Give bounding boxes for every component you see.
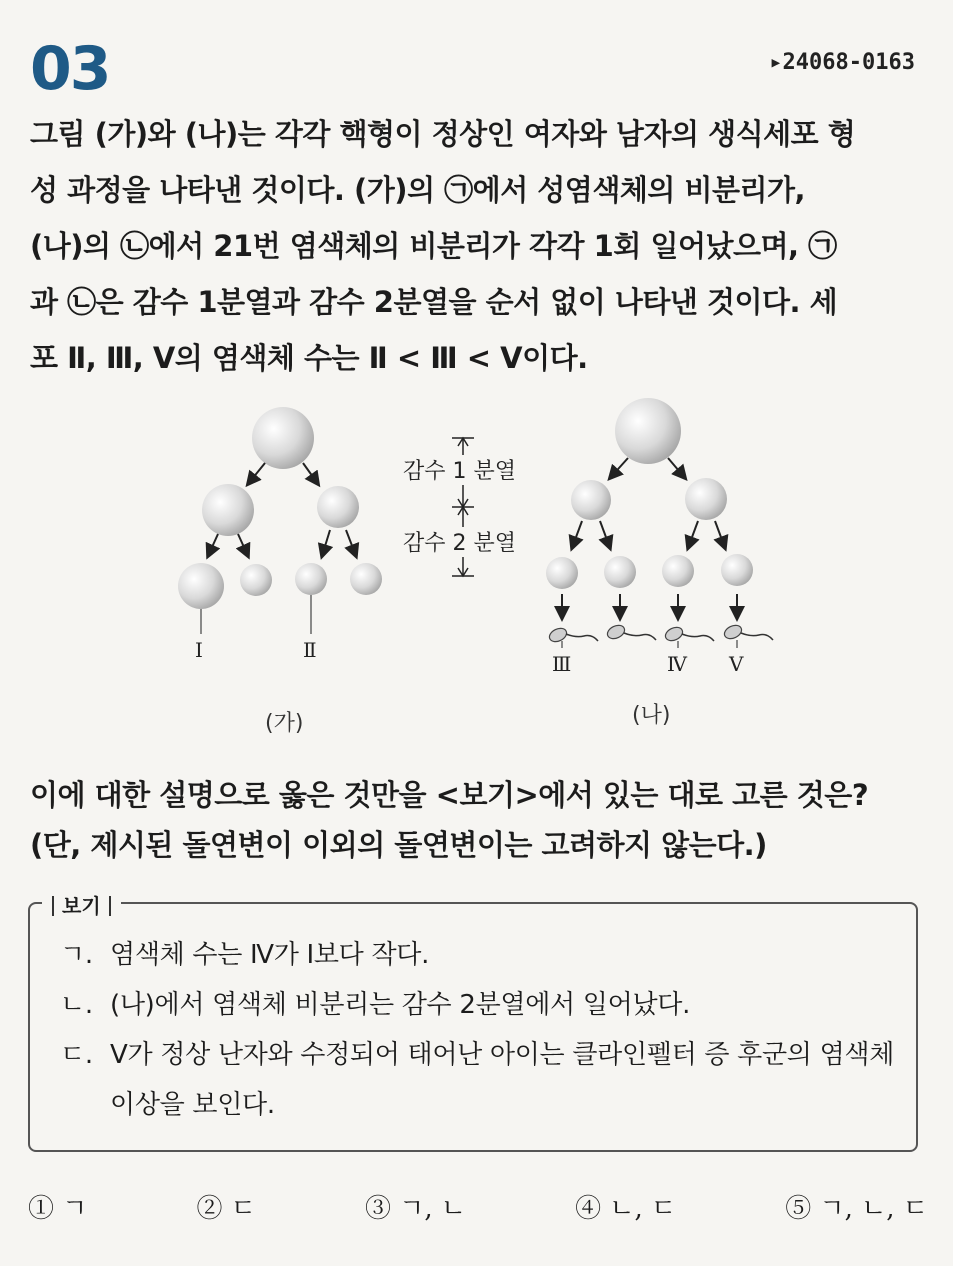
na-secondary-cell-right (685, 478, 727, 520)
bogi-item-mark: ㄱ. (60, 940, 93, 970)
label-II: Ⅱ (303, 638, 317, 662)
question-code: ▸24068-0163 (769, 50, 915, 75)
sperm-icon (605, 623, 656, 641)
caption-na: (나) (632, 703, 671, 728)
bogi-item-text: (나)에서 염색체 비분리는 감수 2분열에서 일어났다. (110, 990, 691, 1020)
sperm-icon (663, 625, 714, 648)
sperm-icon (547, 626, 598, 648)
choice-1[interactable]: ① ㄱ (28, 1194, 88, 1224)
ga-cell-II (295, 563, 327, 595)
bogi-title (42, 890, 121, 919)
bogi-title-text: 보기 (62, 894, 101, 918)
stem-line: 포 Ⅱ, Ⅲ, Ⅴ의 염색체 수는 Ⅱ < Ⅲ < Ⅴ이다. (30, 341, 588, 375)
stem-line: (나)의 ㉡에서 21번 염색체의 비분리가 각각 1회 일어났으며, ㉠ (30, 229, 837, 263)
ga-primary-cell (252, 407, 314, 469)
na-secondary-cell-left (571, 480, 611, 520)
label-meiosis-2: 감수 2 분열 (403, 531, 516, 556)
bogi-item-mark: ㄴ. (60, 990, 93, 1020)
stem-line: 성 과정을 나타낸 것이다. (가)의 ㉠에서 성염색체의 비분리가, (30, 173, 806, 207)
ga-cell (240, 564, 272, 596)
choice-5[interactable]: ⑤ ㄱ, ㄴ, ㄷ (785, 1194, 928, 1224)
question-prompt (30, 770, 925, 870)
label-III: Ⅲ (552, 652, 572, 676)
caption-ga: (가) (265, 711, 304, 736)
na-spermatid (662, 555, 694, 587)
bogi-item (60, 980, 910, 1030)
stem-line: 과 ㉡은 감수 1분열과 감수 2분열을 순서 없이 나타낸 것이다. 세 (30, 285, 838, 319)
na-primary-cell (615, 398, 681, 464)
answer-choices (28, 1188, 928, 1225)
bogi-item-mark: ㄷ. (60, 1040, 93, 1070)
ga-secondary-cell-right (317, 486, 359, 528)
bogi-item-text: Ⅴ가 정상 난자와 수정되어 태어난 아이는 클라인펠터 증 후군의 염색체 이상을 보인다. (110, 1040, 895, 1120)
na-spermatid (721, 554, 753, 586)
na-spermatid (604, 556, 636, 588)
ga-secondary-cell-left (202, 484, 254, 536)
choice-4[interactable]: ④ ㄴ, ㄷ (575, 1194, 677, 1224)
question-stem (30, 106, 922, 386)
sperm-icon (722, 623, 773, 648)
label-meiosis-1: 감수 1 분열 (403, 459, 516, 484)
choice-3[interactable]: ③ ㄱ, ㄴ (365, 1194, 467, 1224)
question-number: 03 (30, 34, 110, 104)
stem-line: 그림 (가)와 (나)는 각각 핵형이 정상인 여자와 남자의 생식세포 형 (30, 117, 856, 151)
question-line: (단, 제시된 돌연변이 이외의 돌연변이는 고려하지 않는다.) (30, 828, 767, 862)
ga-diagram (178, 407, 382, 736)
bogi-item (60, 1030, 910, 1130)
choice-2[interactable]: ② ㄷ (196, 1194, 256, 1224)
ga-cell-I (178, 563, 224, 609)
label-V: Ⅴ (729, 652, 744, 676)
label-I: Ⅰ (195, 638, 203, 662)
na-diagram (546, 398, 773, 728)
meiosis-figure (0, 390, 953, 750)
ga-cell (350, 563, 382, 595)
question-line: 이에 대한 설명으로 옳은 것만을 <보기>에서 있는 대로 고른 것은? (30, 778, 869, 812)
bogi-item (60, 930, 910, 980)
na-spermatid (546, 557, 578, 589)
label-IV: Ⅳ (667, 652, 687, 676)
bogi-items (60, 930, 910, 1130)
meiosis-stage-scale (400, 438, 530, 576)
bogi-item-text: 염색체 수는 Ⅳ가 Ⅰ보다 작다. (110, 940, 430, 970)
